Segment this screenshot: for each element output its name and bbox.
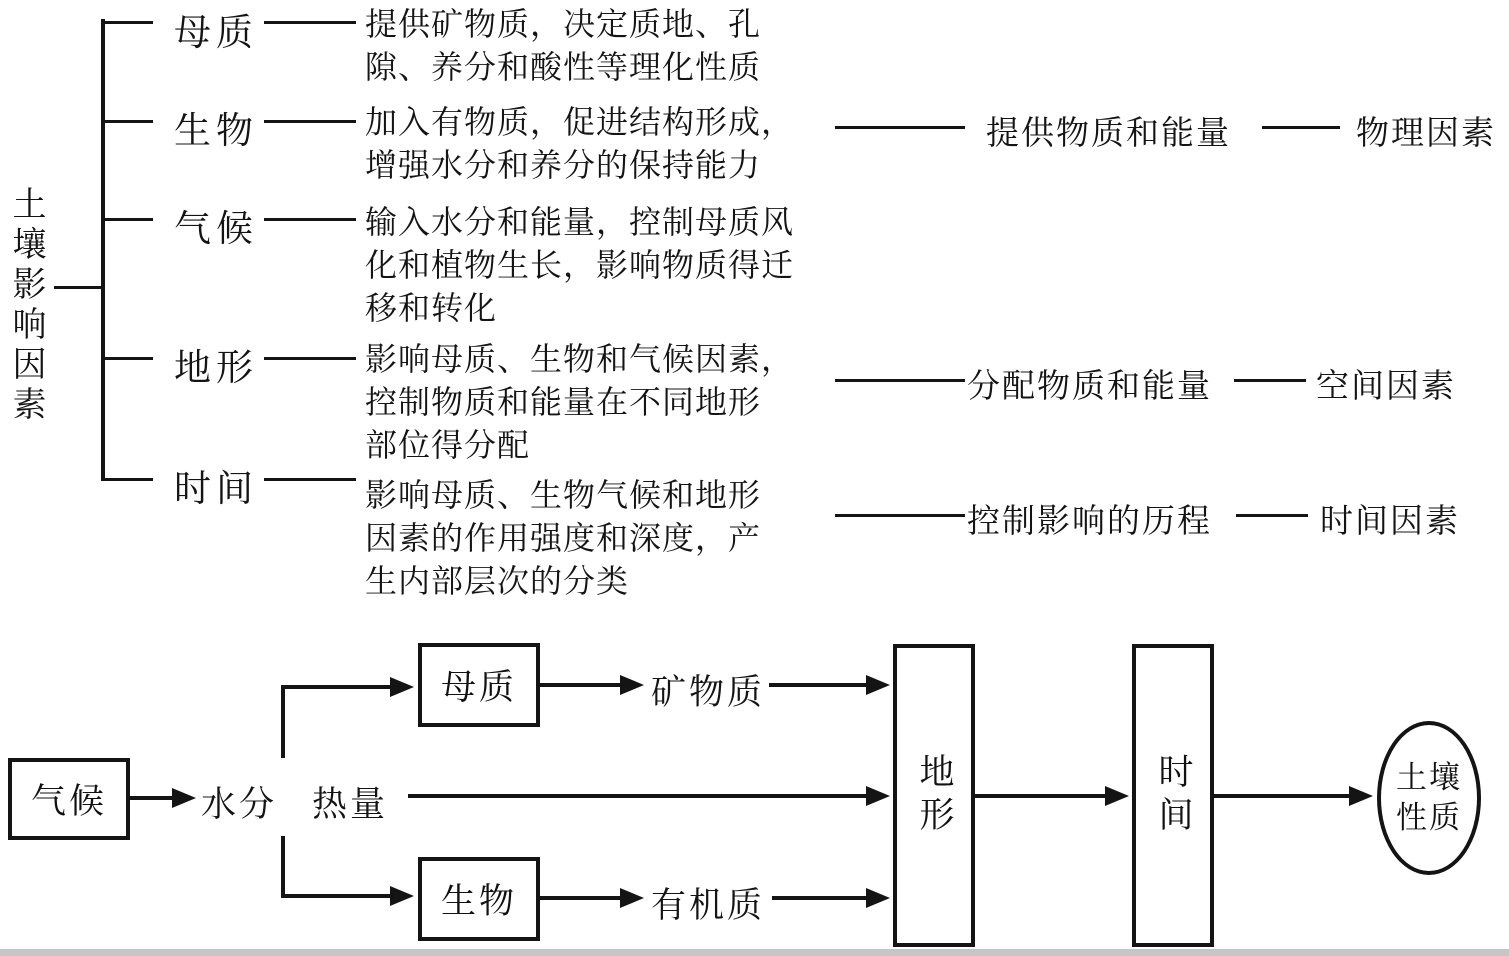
- arrow-muzhi-mineral-line: [540, 683, 622, 687]
- time-box: 时间: [1132, 644, 1214, 947]
- arrow-into-shengwu-head: [390, 886, 414, 906]
- soil-properties-ellipse: [1377, 721, 1481, 875]
- water-down-line: [281, 836, 285, 898]
- arrow-time-soil-head: [1349, 786, 1373, 806]
- branch-label-muzhi: 母质: [174, 11, 258, 54]
- factor-line-shijian: [1236, 514, 1308, 517]
- terrain-box: 地形: [893, 644, 975, 947]
- tree-root-label: 土壤影响因素: [6, 186, 46, 426]
- water-label: 水分: [201, 785, 278, 825]
- arrow-into-muzhi-head: [390, 677, 414, 697]
- soil-properties-line1: 土壤: [1396, 760, 1462, 796]
- factor-dixing: 空间因素: [1316, 366, 1456, 405]
- arrow-climate-water-line: [130, 796, 176, 800]
- parent-material-box: 母质: [418, 643, 540, 727]
- desc-connector-dixing: [264, 357, 356, 360]
- desc-muzhi: 提供矿物质，决定质地、孔 隙、养分和酸性等理化性质: [365, 5, 762, 86]
- factor-line-shengwu: [1262, 126, 1340, 129]
- branch-line-shengwu: [101, 120, 153, 123]
- desc-connector-shengwu: [264, 120, 356, 123]
- arrow-shengwu-organic-line: [540, 896, 622, 900]
- summary-line-dixing: [835, 379, 965, 382]
- water-down-horizontal-line: [281, 894, 391, 898]
- arrow-mineral-terrain-head: [866, 675, 890, 695]
- mineral-label: 矿物质: [651, 673, 766, 713]
- summary-shengwu: 提供物质和能量: [986, 113, 1231, 152]
- desc-connector-muzhi: [264, 21, 356, 24]
- desc-connector-qihou: [264, 218, 356, 221]
- arrow-terrain-time-head: [1105, 786, 1129, 806]
- summary-shijian: 控制影响的历程: [967, 501, 1212, 540]
- branch-line-muzhi: [101, 21, 153, 24]
- arrow-time-soil-line: [1214, 794, 1350, 798]
- branch-line-dixing: [101, 357, 153, 360]
- organism-box: 生物: [418, 857, 540, 941]
- arrow-climate-water-head: [172, 788, 196, 808]
- soil-properties-line2: 性质: [1396, 800, 1462, 836]
- root-connector-line: [54, 286, 104, 289]
- branch-line-qihou: [101, 218, 153, 221]
- desc-dixing: 影响母质、生物和气候因素， 控制物质和能量在不同地形 部位得分配: [365, 340, 795, 464]
- arrow-heat-terrain-head: [866, 786, 890, 806]
- factor-line-dixing: [1234, 379, 1306, 382]
- factor-shijian: 时间因素: [1320, 501, 1460, 540]
- branch-label-shengwu: 生物: [174, 109, 258, 152]
- summary-dixing: 分配物质和能量: [967, 366, 1212, 405]
- summary-line-shijian: [835, 514, 965, 517]
- desc-connector-shijian: [264, 478, 356, 481]
- arrow-shengwu-organic-head: [620, 888, 644, 908]
- bottom-scan-strip: [0, 949, 1509, 956]
- climate-box: 气候: [8, 758, 130, 840]
- branch-line-shijian: [101, 478, 153, 481]
- arrow-organic-terrain-line: [772, 896, 867, 900]
- organic-label: 有机质: [651, 886, 766, 926]
- arrow-mineral-terrain-line: [769, 683, 867, 687]
- summary-line-shengwu: [835, 126, 965, 129]
- desc-shijian: 影响母质、生物气候和地形 因素的作用强度和深度，产 生内部层次的分类: [365, 476, 762, 600]
- water-up-horizontal-line: [281, 685, 391, 689]
- factor-shengwu: 物理因素: [1356, 113, 1496, 152]
- arrow-organic-terrain-head: [866, 888, 890, 908]
- arrow-heat-terrain-line: [408, 794, 868, 798]
- tree-trunk-line: [101, 19, 105, 481]
- branch-label-qihou: 气候: [174, 207, 258, 250]
- arrow-muzhi-mineral-head: [620, 675, 644, 695]
- water-up-line: [281, 685, 285, 758]
- desc-qihou: 输入水分和能量，控制母质风 化和植物生长，影响物质得迁 移和转化: [365, 203, 795, 327]
- desc-shengwu: 加入有物质，促进结构形成， 增强水分和养分的保持能力: [365, 103, 795, 184]
- arrow-terrain-time-line: [975, 794, 1106, 798]
- heat-label: 热量: [312, 785, 389, 825]
- branch-label-shijian: 时间: [174, 467, 258, 510]
- branch-label-dixing: 地形: [174, 346, 258, 389]
